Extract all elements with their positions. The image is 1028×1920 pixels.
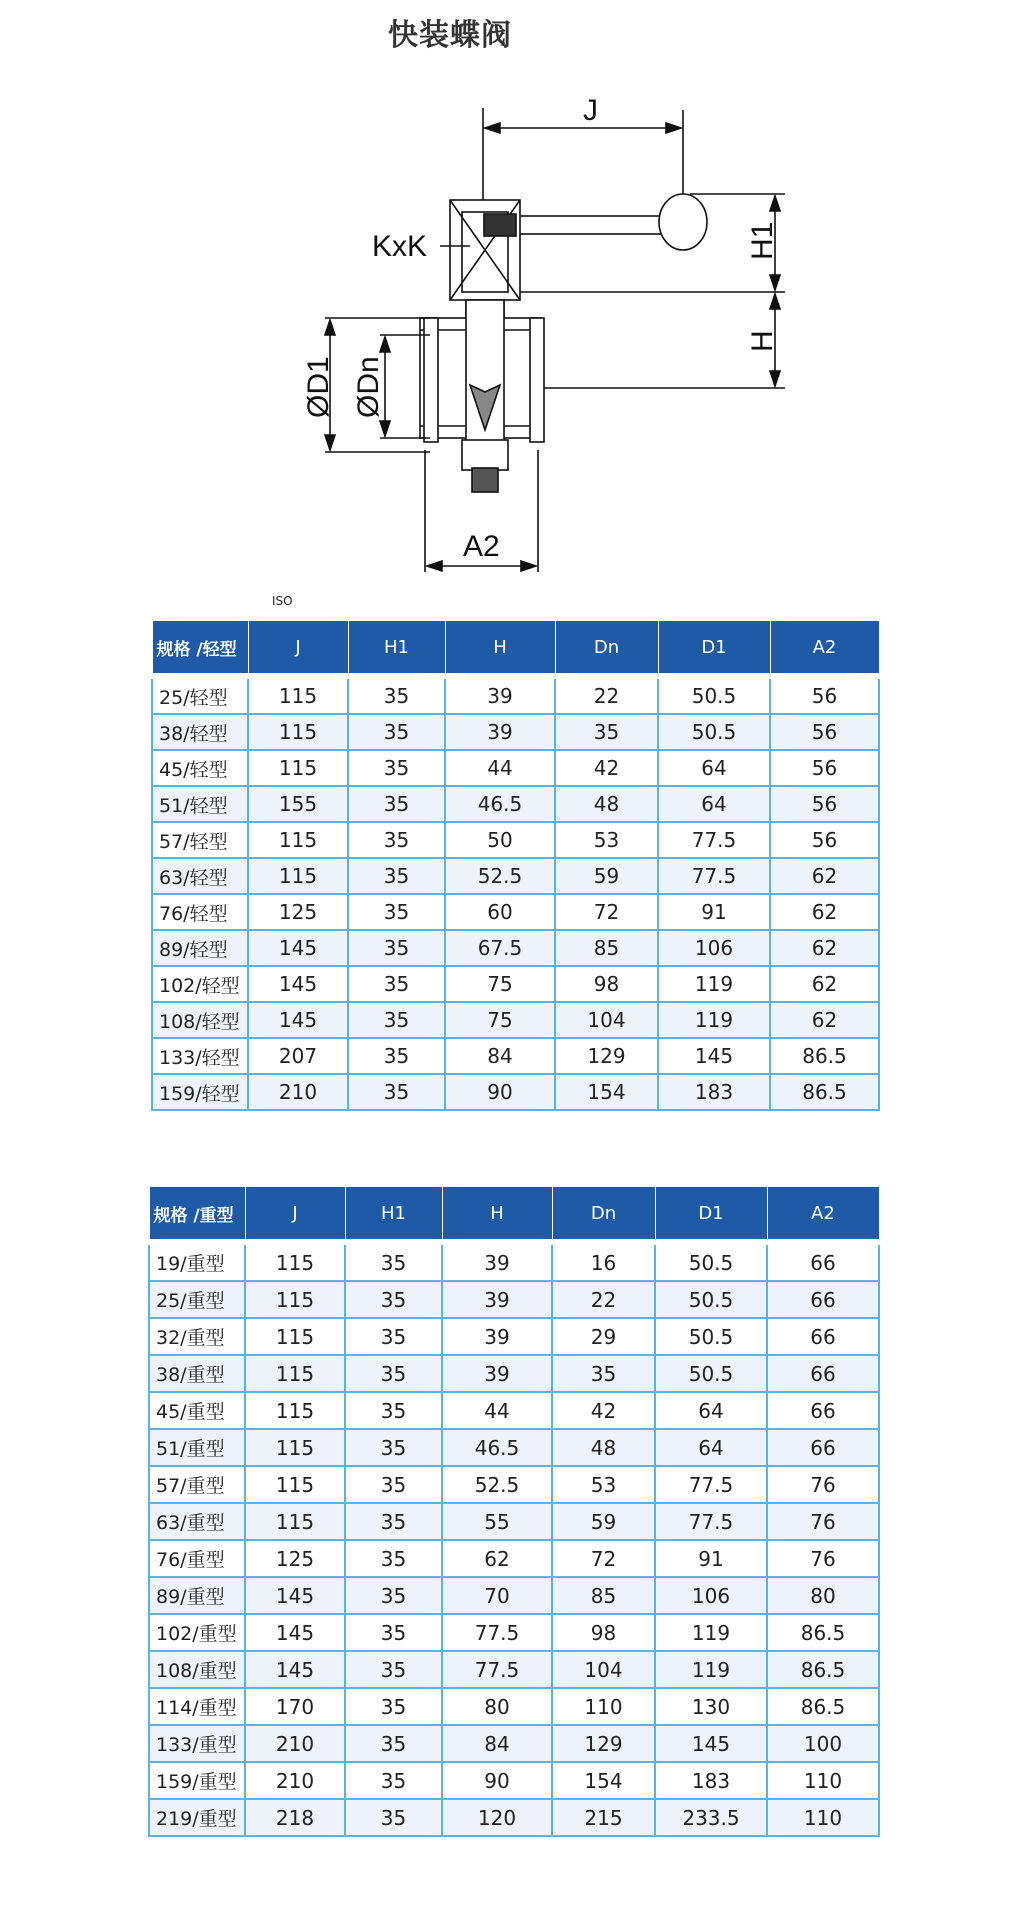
value-cell: 52.5 [445,858,555,894]
table-row [152,930,879,966]
value-cell: 35 [348,786,445,822]
value-cell: 77.5 [442,1614,552,1651]
value-cell: 76 [767,1466,879,1503]
spec-cell: 76/重型 [149,1540,245,1577]
value-cell: 86.5 [767,1651,879,1688]
value-cell: 39 [442,1242,552,1281]
value-cell: 119 [655,1614,767,1651]
value-cell: 22 [552,1281,655,1318]
table-row [149,1725,879,1762]
value-cell: 35 [348,714,445,750]
value-cell: 50.5 [655,1242,767,1281]
value-cell: 233.5 [655,1799,767,1836]
value-cell: 145 [248,930,348,966]
spec-cell: 89/重型 [149,1577,245,1614]
spec-cell: 25/轻型 [152,676,248,714]
value-cell: 46.5 [442,1429,552,1466]
label-dn: ØDn [352,356,385,418]
value-cell: 110 [552,1688,655,1725]
page-title: 快装蝶阀 [388,18,512,53]
value-cell: 84 [442,1725,552,1762]
value-cell: 119 [658,966,770,1002]
value-cell: 50.5 [655,1355,767,1392]
value-cell: 77.5 [442,1651,552,1688]
spec-cell: 108/重型 [149,1651,245,1688]
heavy-type-spec-table [148,1186,880,1837]
column-header: H [442,1187,552,1243]
spec-cell: 51/重型 [149,1429,245,1466]
column-header: J [248,621,348,677]
value-cell: 66 [767,1281,879,1318]
column-header: H1 [345,1187,442,1243]
value-cell: 35 [348,930,445,966]
value-cell: 66 [767,1242,879,1281]
butterfly-valve-diagram [0,0,1028,600]
value-cell: 77.5 [658,822,770,858]
spec-cell: 102/重型 [149,1614,245,1651]
value-cell: 55 [442,1503,552,1540]
value-cell: 115 [245,1429,345,1466]
value-cell: 35 [552,1355,655,1392]
table-row [149,1355,879,1392]
column-header: A2 [767,1187,879,1243]
value-cell: 50.5 [655,1281,767,1318]
value-cell: 66 [767,1392,879,1429]
table-row [149,1281,879,1318]
value-cell: 35 [345,1614,442,1651]
label-a2: A2 [463,530,500,563]
value-cell: 62 [770,858,879,894]
value-cell: 39 [442,1318,552,1355]
table-row [149,1318,879,1355]
value-cell: 72 [555,894,658,930]
table-row [149,1429,879,1466]
value-cell: 35 [345,1651,442,1688]
table-header-row [152,621,879,677]
column-header: 规格 /轻型 [152,621,248,677]
value-cell: 104 [552,1651,655,1688]
value-cell: 155 [248,786,348,822]
table-row [149,1242,879,1281]
value-cell: 53 [552,1466,655,1503]
value-cell: 100 [767,1725,879,1762]
value-cell: 35 [348,858,445,894]
value-cell: 125 [248,894,348,930]
value-cell: 90 [445,1074,555,1110]
value-cell: 50 [445,822,555,858]
spec-cell: 45/轻型 [152,750,248,786]
value-cell: 170 [245,1688,345,1725]
value-cell: 42 [555,750,658,786]
value-cell: 119 [658,1002,770,1038]
label-h: H [746,330,779,352]
value-cell: 125 [245,1540,345,1577]
spec-cell: 102/轻型 [152,966,248,1002]
value-cell: 210 [248,1074,348,1110]
value-cell: 50.5 [658,676,770,714]
value-cell: 218 [245,1799,345,1836]
value-cell: 115 [248,714,348,750]
value-cell: 35 [345,1466,442,1503]
value-cell: 35 [345,1540,442,1577]
value-cell: 48 [552,1429,655,1466]
value-cell: 35 [345,1762,442,1799]
value-cell: 35 [348,894,445,930]
value-cell: 115 [245,1281,345,1318]
value-cell: 52.5 [442,1466,552,1503]
value-cell: 120 [442,1799,552,1836]
value-cell: 115 [245,1242,345,1281]
spec-cell: 63/重型 [149,1503,245,1540]
spec-cell: 76/轻型 [152,894,248,930]
table-row [152,822,879,858]
table-row [149,1540,879,1577]
value-cell: 183 [655,1762,767,1799]
value-cell: 210 [245,1725,345,1762]
value-cell: 77.5 [655,1466,767,1503]
table-row [152,786,879,822]
value-cell: 98 [552,1614,655,1651]
table-row [149,1577,879,1614]
spec-cell: 89/轻型 [152,930,248,966]
value-cell: 35 [348,1038,445,1074]
value-cell: 110 [767,1762,879,1799]
spec-cell: 25/重型 [149,1281,245,1318]
value-cell: 145 [248,1002,348,1038]
table-row [149,1651,879,1688]
value-cell: 35 [348,750,445,786]
value-cell: 66 [767,1429,879,1466]
value-cell: 104 [555,1002,658,1038]
column-header: H [445,621,555,677]
value-cell: 56 [770,822,879,858]
value-cell: 60 [445,894,555,930]
value-cell: 56 [770,676,879,714]
value-cell: 72 [552,1540,655,1577]
column-header: J [245,1187,345,1243]
value-cell: 98 [555,966,658,1002]
value-cell: 215 [552,1799,655,1836]
spec-cell: 133/轻型 [152,1038,248,1074]
value-cell: 67.5 [445,930,555,966]
value-cell: 75 [445,966,555,1002]
table-header-row [149,1187,879,1243]
value-cell: 115 [248,676,348,714]
value-cell: 91 [655,1540,767,1577]
value-cell: 77.5 [658,858,770,894]
value-cell: 62 [770,1002,879,1038]
value-cell: 53 [555,822,658,858]
value-cell: 85 [552,1577,655,1614]
value-cell: 80 [767,1577,879,1614]
value-cell: 110 [767,1799,879,1836]
value-cell: 77.5 [655,1503,767,1540]
value-cell: 35 [345,1799,442,1836]
value-cell: 86.5 [770,1038,879,1074]
value-cell: 91 [658,894,770,930]
spec-cell: 51/轻型 [152,786,248,822]
value-cell: 39 [445,714,555,750]
column-header: 规格 /重型 [149,1187,245,1243]
value-cell: 129 [555,1038,658,1074]
value-cell: 86.5 [770,1074,879,1110]
value-cell: 70 [442,1577,552,1614]
value-cell: 115 [248,822,348,858]
value-cell: 39 [445,676,555,714]
value-cell: 106 [655,1577,767,1614]
value-cell: 76 [767,1540,879,1577]
column-header: Dn [555,621,658,677]
label-h1: H1 [746,221,779,260]
table-row [152,676,879,714]
value-cell: 145 [245,1651,345,1688]
table-row [152,858,879,894]
spec-cell: 219/重型 [149,1799,245,1836]
value-cell: 44 [442,1392,552,1429]
table-row [149,1392,879,1429]
value-cell: 59 [552,1503,655,1540]
column-header: Dn [552,1187,655,1243]
spec-cell: 38/轻型 [152,714,248,750]
value-cell: 42 [552,1392,655,1429]
label-j: J [583,94,598,127]
value-cell: 85 [555,930,658,966]
value-cell: 56 [770,714,879,750]
value-cell: 50.5 [655,1318,767,1355]
value-cell: 66 [767,1355,879,1392]
label-kxk: KxK [372,230,428,263]
value-cell: 35 [348,966,445,1002]
value-cell: 119 [655,1651,767,1688]
spec-cell: 38/重型 [149,1355,245,1392]
iso-label: ISO [272,594,293,608]
value-cell: 35 [345,1577,442,1614]
spec-cell: 57/重型 [149,1466,245,1503]
value-cell: 39 [442,1281,552,1318]
value-cell: 145 [658,1038,770,1074]
spec-cell: 45/重型 [149,1392,245,1429]
table-row [149,1799,879,1836]
value-cell: 115 [248,858,348,894]
table-row [152,966,879,1002]
value-cell: 62 [442,1540,552,1577]
spec-cell: 57/轻型 [152,822,248,858]
table-row [152,1002,879,1038]
value-cell: 16 [552,1242,655,1281]
column-header: D1 [658,621,770,677]
value-cell: 115 [245,1355,345,1392]
value-cell: 145 [245,1577,345,1614]
value-cell: 154 [552,1762,655,1799]
spec-cell: 63/轻型 [152,858,248,894]
value-cell: 130 [655,1688,767,1725]
table-row [149,1762,879,1799]
value-cell: 35 [345,1355,442,1392]
value-cell: 64 [655,1392,767,1429]
value-cell: 76 [767,1503,879,1540]
value-cell: 64 [655,1429,767,1466]
value-cell: 84 [445,1038,555,1074]
table-row [149,1503,879,1540]
value-cell: 62 [770,930,879,966]
table-row [149,1614,879,1651]
value-cell: 145 [655,1725,767,1762]
value-cell: 145 [248,966,348,1002]
value-cell: 75 [445,1002,555,1038]
value-cell: 35 [555,714,658,750]
value-cell: 22 [555,676,658,714]
value-cell: 48 [555,786,658,822]
column-header: H1 [348,621,445,677]
value-cell: 115 [245,1503,345,1540]
value-cell: 66 [767,1318,879,1355]
value-cell: 35 [345,1725,442,1762]
value-cell: 35 [345,1429,442,1466]
value-cell: 35 [348,676,445,714]
value-cell: 183 [658,1074,770,1110]
column-header: D1 [655,1187,767,1243]
value-cell: 50.5 [658,714,770,750]
value-cell: 44 [445,750,555,786]
label-d1: ØD1 [302,356,335,418]
value-cell: 35 [345,1503,442,1540]
light-type-spec-table [151,620,880,1111]
value-cell: 115 [245,1318,345,1355]
table-row [152,1074,879,1110]
spec-cell: 133/重型 [149,1725,245,1762]
table-row [152,894,879,930]
spec-cell: 114/重型 [149,1688,245,1725]
table-row [152,714,879,750]
value-cell: 145 [245,1614,345,1651]
value-cell: 35 [345,1392,442,1429]
value-cell: 35 [345,1281,442,1318]
spec-cell: 159/重型 [149,1762,245,1799]
value-cell: 59 [555,858,658,894]
spec-cell: 32/重型 [149,1318,245,1355]
value-cell: 115 [245,1392,345,1429]
value-cell: 64 [658,750,770,786]
value-cell: 35 [345,1688,442,1725]
table-row [149,1466,879,1503]
table-row [152,1038,879,1074]
value-cell: 35 [348,1002,445,1038]
value-cell: 39 [442,1355,552,1392]
value-cell: 210 [245,1762,345,1799]
value-cell: 35 [345,1242,442,1281]
value-cell: 106 [658,930,770,966]
value-cell: 35 [345,1318,442,1355]
value-cell: 90 [442,1762,552,1799]
value-cell: 46.5 [445,786,555,822]
column-header: A2 [770,621,879,677]
spec-cell: 19/重型 [149,1242,245,1281]
spec-cell: 108/轻型 [152,1002,248,1038]
table-row [149,1688,879,1725]
value-cell: 115 [245,1466,345,1503]
value-cell: 56 [770,750,879,786]
value-cell: 56 [770,786,879,822]
value-cell: 64 [658,786,770,822]
value-cell: 115 [248,750,348,786]
value-cell: 62 [770,966,879,1002]
value-cell: 207 [248,1038,348,1074]
value-cell: 86.5 [767,1614,879,1651]
value-cell: 129 [552,1725,655,1762]
value-cell: 35 [348,822,445,858]
value-cell: 62 [770,894,879,930]
value-cell: 86.5 [767,1688,879,1725]
value-cell: 35 [348,1074,445,1110]
value-cell: 29 [552,1318,655,1355]
spec-cell: 159/轻型 [152,1074,248,1110]
value-cell: 80 [442,1688,552,1725]
table-row [152,750,879,786]
value-cell: 154 [555,1074,658,1110]
